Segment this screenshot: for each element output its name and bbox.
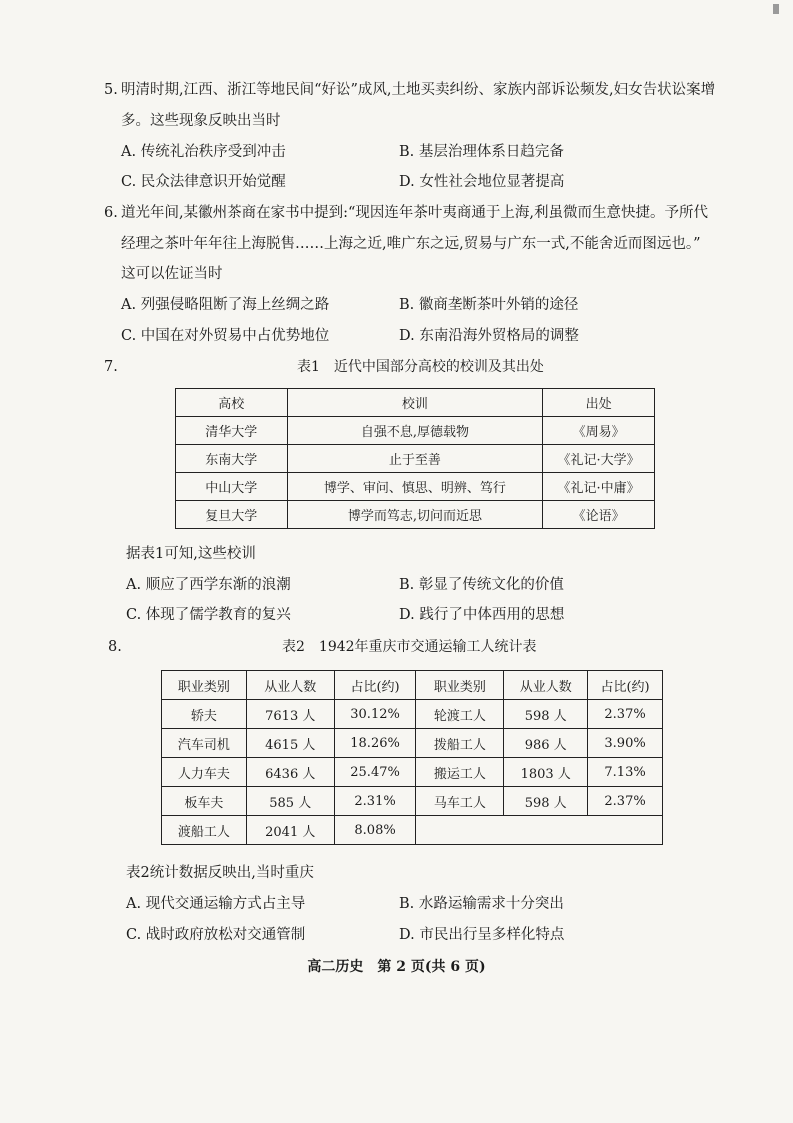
q6-option-a[interactable]: A. 列强侵略阻断了海上丝绸之路 xyxy=(121,297,330,313)
q7-option-a[interactable]: A. 顺应了西学东渐的浪潮 xyxy=(126,577,291,593)
q6-option-c[interactable]: C. 中国在对外贸易中占优势地位 xyxy=(121,328,330,344)
q5-option-c[interactable]: C. 民众法律意识开始觉醒 xyxy=(121,174,286,190)
table2-cell: 986 人 xyxy=(504,729,588,758)
table2-header-cell: 从业人数 xyxy=(246,671,334,700)
table-row xyxy=(162,787,663,816)
table2-cell: 4615 人 xyxy=(246,729,334,758)
table1-header-cell: 高校 xyxy=(176,389,288,417)
q8-option-c[interactable]: C. 战时政府放松对交通管制 xyxy=(126,927,306,943)
table2-cell: 人力车夫 xyxy=(162,758,247,787)
table2-header-cell: 占比(约) xyxy=(334,671,416,700)
table1-header-cell: 校训 xyxy=(287,389,543,417)
table2-caption: 表2 1942年重庆市交通运输工人统计表 xyxy=(282,639,537,655)
corner-mark xyxy=(773,4,779,14)
table-row xyxy=(162,758,663,787)
table1-cell: 《论语》 xyxy=(543,501,655,529)
table-row xyxy=(176,417,655,445)
table2-cell: 8.08% xyxy=(334,816,416,845)
q5-stem-line1: 明清时期,江西、浙江等地民间“好讼”成风,土地买卖纠纷、家族内部诉讼频发,妇女告状讼案增 xyxy=(121,82,716,98)
table2-header-cell: 职业类别 xyxy=(416,671,504,700)
table1-cell: 东南大学 xyxy=(176,445,288,473)
q5-option-b[interactable]: B. 基层治理体系日趋完备 xyxy=(399,144,564,160)
table1-cell: 复旦大学 xyxy=(176,501,288,529)
table2-cell: 2.37% xyxy=(588,700,663,729)
q7-stem: 据表1可知,这些校训 xyxy=(126,546,256,562)
table1-caption: 表1 近代中国部分高校的校训及其出处 xyxy=(297,359,544,375)
table-row xyxy=(176,473,655,501)
q6-option-b[interactable]: B. 徽商垄断茶叶外销的途径 xyxy=(399,297,579,313)
table2-cell: 7.13% xyxy=(588,758,663,787)
table-row xyxy=(162,729,663,758)
q8-option-d[interactable]: D. 市民出行呈多样化特点 xyxy=(399,927,565,943)
table2-cell: 6436 人 xyxy=(246,758,334,787)
q8-option-a[interactable]: A. 现代交通运输方式占主导 xyxy=(126,896,306,912)
table2-cell: 25.47% xyxy=(334,758,416,787)
q8-option-b[interactable]: B. 水路运输需求十分突出 xyxy=(399,896,564,912)
table2-header-cell: 职业类别 xyxy=(162,671,247,700)
table2-cell: 2041 人 xyxy=(246,816,334,845)
table2-cell: 3.90% xyxy=(588,729,663,758)
table-row xyxy=(162,816,663,845)
q6-stem-line1: 道光年间,某徽州茶商在家书中提到:“现因连年茶叶夷商通于上海,利虽微而生意快捷。予所代 xyxy=(121,205,709,221)
table2-cell: 汽车司机 xyxy=(162,729,247,758)
q7-option-c[interactable]: C. 体现了儒学教育的复兴 xyxy=(126,607,291,623)
table2-header-cell: 从业人数 xyxy=(504,671,588,700)
q5-number: 5. xyxy=(104,82,118,98)
table2-cell: 轿夫 xyxy=(162,700,247,729)
table1 xyxy=(175,388,655,529)
table2-cell: 拨船工人 xyxy=(416,729,504,758)
table1-cell: 清华大学 xyxy=(176,417,288,445)
table1-cell: 止于至善 xyxy=(287,445,543,473)
table1-cell: 博学而笃志,切问而近思 xyxy=(287,501,543,529)
table2-cell: 30.12% xyxy=(334,700,416,729)
table1-cell: 博学、审问、慎思、明辨、笃行 xyxy=(287,473,543,501)
q6-stem-line3: 这可以佐证当时 xyxy=(121,266,223,282)
q6-option-d[interactable]: D. 东南沿海外贸格局的调整 xyxy=(399,328,579,344)
table1-cell: 自强不息,厚德载物 xyxy=(287,417,543,445)
q6-stem-line2: 经理之茶叶年年往上海脱售……上海之近,唯广东之远,贸易与广东一式,不能舍近而图远也。” xyxy=(121,236,701,252)
q7-number: 7. xyxy=(104,359,118,375)
table2-cell: 渡船工人 xyxy=(162,816,247,845)
q8-number: 8. xyxy=(108,639,122,655)
table1-cell: 《礼记·中庸》 xyxy=(543,473,655,501)
table2-header-cell: 占比(约) xyxy=(588,671,663,700)
q5-option-d[interactable]: D. 女性社会地位显著提高 xyxy=(399,174,565,190)
table2-cell: 轮渡工人 xyxy=(416,700,504,729)
table1-header-row xyxy=(176,389,655,417)
table-row xyxy=(176,445,655,473)
table-row xyxy=(162,700,663,729)
q8-stem: 表2统计数据反映出,当时重庆 xyxy=(126,865,314,881)
q5-stem-line2: 多。这些现象反映出当时 xyxy=(121,113,281,129)
table2-cell: 搬运工人 xyxy=(416,758,504,787)
table2-cell: 7613 人 xyxy=(246,700,334,729)
table2-cell: 598 人 xyxy=(504,787,588,816)
table2-cell: 1803 人 xyxy=(504,758,588,787)
table1-cell: 《礼记·大学》 xyxy=(543,445,655,473)
table1-cell: 《周易》 xyxy=(543,417,655,445)
q7-option-b[interactable]: B. 彰显了传统文化的价值 xyxy=(399,577,564,593)
table2-cell: 马车工人 xyxy=(416,787,504,816)
table-row xyxy=(176,501,655,529)
q6-number: 6. xyxy=(104,205,118,221)
table1-cell: 中山大学 xyxy=(176,473,288,501)
table1-header-cell: 出处 xyxy=(543,389,655,417)
page-footer: 高二历史 第 2 页(共 6 页) xyxy=(307,959,486,975)
table2-header-row xyxy=(162,671,663,700)
q5-option-a[interactable]: A. 传统礼治秩序受到冲击 xyxy=(121,144,286,160)
table2 xyxy=(161,670,663,845)
table2-cell: 585 人 xyxy=(246,787,334,816)
q7-option-d[interactable]: D. 践行了中体西用的思想 xyxy=(399,607,565,623)
table2-empty-cell xyxy=(416,816,663,845)
table2-cell: 2.31% xyxy=(334,787,416,816)
table2-cell: 2.37% xyxy=(588,787,663,816)
table2-cell: 598 人 xyxy=(504,700,588,729)
table2-cell: 板车夫 xyxy=(162,787,247,816)
table2-cell: 18.26% xyxy=(334,729,416,758)
